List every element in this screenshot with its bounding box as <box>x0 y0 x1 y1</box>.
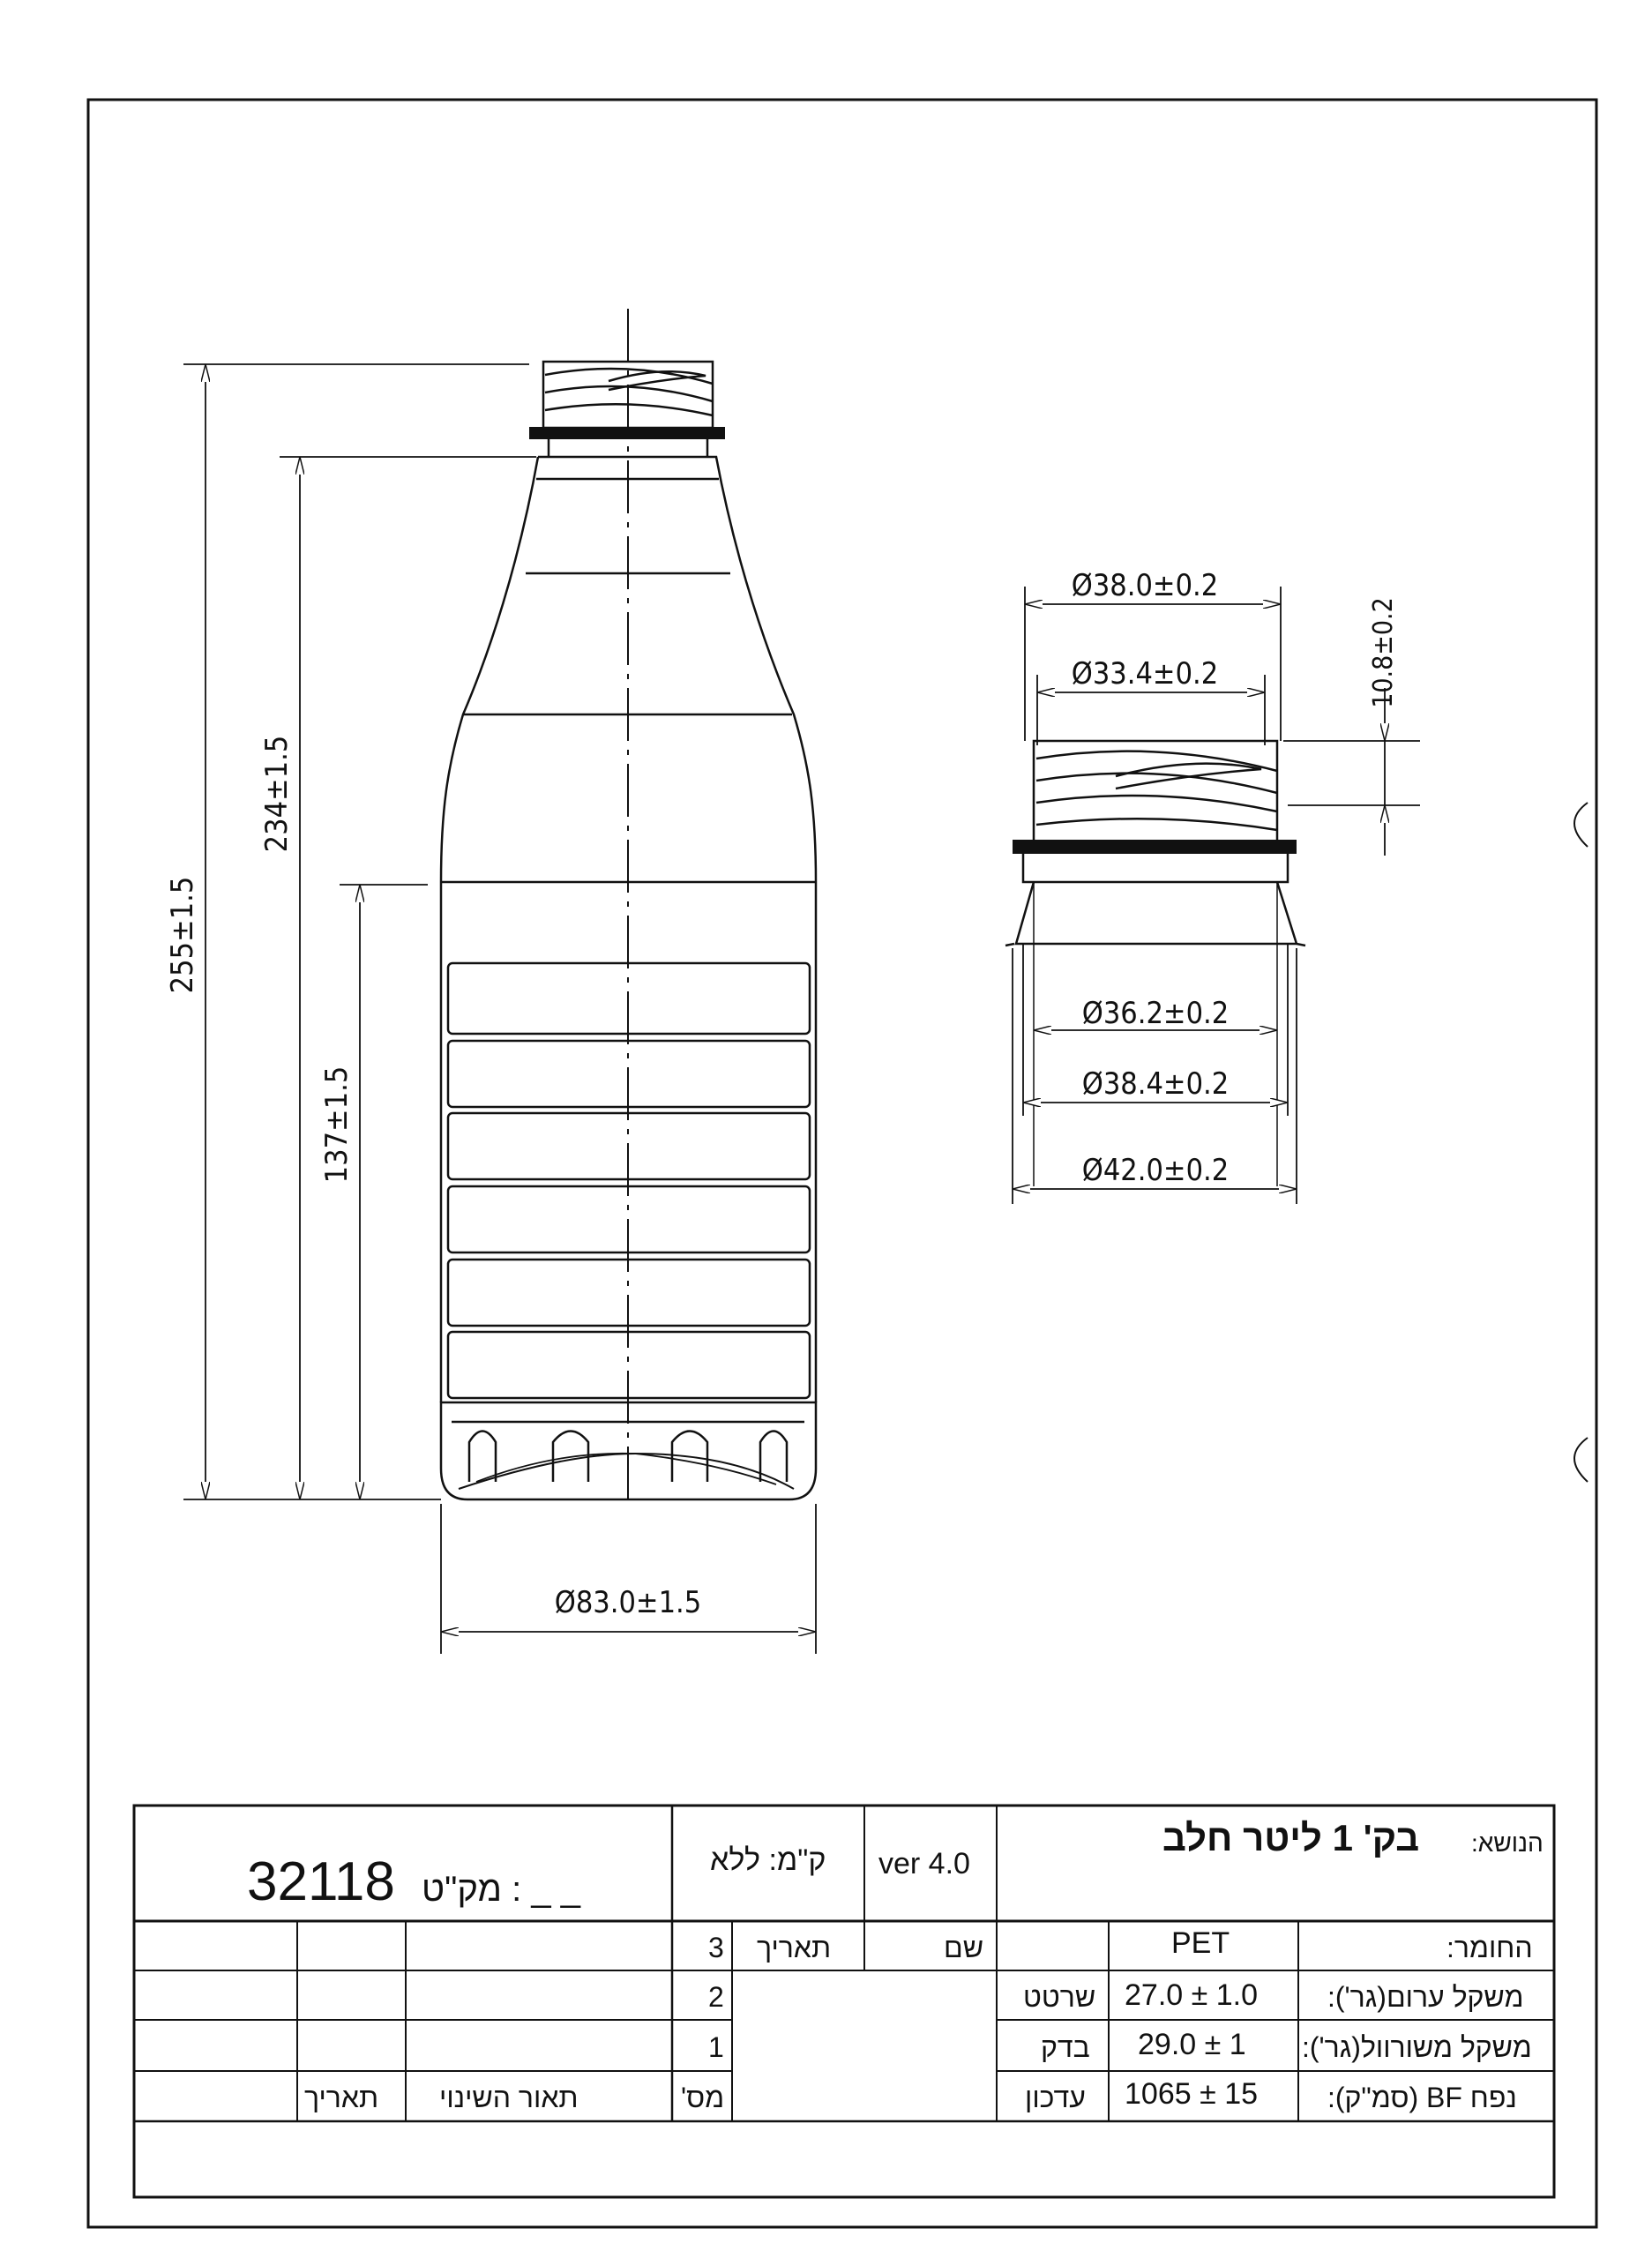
revision-row-2: 2 <box>708 1981 724 2013</box>
neck-finish <box>1034 741 1277 842</box>
preform-weight-value: 29.0 ± 1 <box>1138 2028 1246 2061</box>
bf-volume-label: נפח BF (סמ"ק): <box>1327 2082 1517 2113</box>
revision-description-header: תאור השינוי <box>439 2082 579 2113</box>
scale-label: ק"מ: ללא <box>710 1843 826 1877</box>
thread-height-label: 10.8±0.2 <box>1368 597 1399 708</box>
bottle-front-view <box>441 309 816 1499</box>
base-diameter-label: Ø83.0±1.5 <box>554 1585 702 1620</box>
outer-thread-label: Ø38.0±0.2 <box>1071 568 1219 603</box>
revision-date-header: תאריך <box>304 2082 379 2113</box>
neck-detail-view <box>1005 741 1305 1186</box>
binder-mark-top <box>1574 803 1588 847</box>
material-value: PET <box>1171 1926 1230 1960</box>
total-height-label: 255±1.5 <box>165 876 200 994</box>
drawn-label: שרטט <box>1023 1981 1096 2013</box>
revision-no-header: מס' <box>681 2082 725 2113</box>
nominal-weight-label: משקל ערום(גר'): <box>1327 1981 1524 2013</box>
name-header: שם <box>944 1932 984 1963</box>
bottle-dimension-lines <box>183 364 816 1654</box>
subject-label: הנושא: <box>1471 1829 1544 1857</box>
revision-row-1: 1 <box>708 2031 724 2063</box>
label-height-label: 137±1.5 <box>319 1065 355 1184</box>
version-label: ver 4.0 <box>878 1847 970 1880</box>
bottle-neck-ring <box>529 427 725 439</box>
checked-label: בדק <box>1041 2031 1090 2063</box>
revision-row-3: 3 <box>708 1932 724 1963</box>
date-header-signoff: תאריך <box>757 1932 832 1963</box>
part-number: 32118 <box>247 1851 395 1912</box>
support-inner-label: Ø36.2±0.2 <box>1081 996 1230 1031</box>
neck-support <box>1005 882 1305 946</box>
updated-label: עדכון <box>1025 2082 1086 2113</box>
inner-thread-label: Ø33.4±0.2 <box>1071 656 1219 692</box>
part-number-label: מק"ט : _ _ <box>422 1870 580 1909</box>
support-mid-label: Ø38.4±0.2 <box>1081 1066 1230 1102</box>
preform-weight-label: משקל משורוול(גר'): <box>1302 2031 1532 2063</box>
material-label: החומר: <box>1446 1932 1533 1963</box>
support-outer-label: Ø42.0±0.2 <box>1081 1153 1230 1188</box>
subject-title: בק' 1 ליטר חלב <box>1162 1817 1420 1858</box>
bf-volume-value: 1065 ± 15 <box>1125 2077 1259 2111</box>
neck-ring <box>1013 840 1297 854</box>
bottle-shoulder <box>441 457 816 882</box>
nominal-weight-value: 27.0 ± 1.0 <box>1125 1978 1258 2012</box>
body-height-label: 234±1.5 <box>259 735 295 853</box>
binder-mark-bottom <box>1574 1438 1588 1482</box>
